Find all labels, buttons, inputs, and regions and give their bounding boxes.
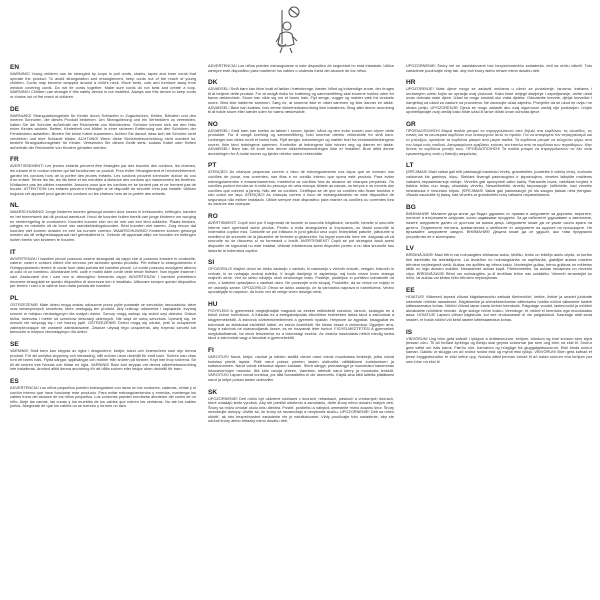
language-code: EN (10, 64, 20, 71)
language-code: HR (406, 79, 416, 87)
warning-section-is (406, 329, 592, 365)
warning-section-si (208, 259, 394, 295)
warning-text: ĮSPĖJIMAS! Maži vaikai gali būti pasmaugti trauktuko virvės, grandinėlės, juostelės ir vidinių virvių, kuriomis valdomas šis gaminys, kilpų. Siekiant išvengti pasmaugimo ir įsipainiojimo, virveles laikykite mažiems vaikams nepasiekiamoje vietoje. Virvelės gali apsivynioti vaiko kaklą. Patraukite lovas, vaikiškas lovytes ir baldus toliau nuo langų užuolaidų virvelių. Nesurišinėkite virvelių tarpusavyje. Įsitikinkite, kad virvelės nesusisuka ir nesudaro kilpos. ĮSPĖJIMAS! Vaikai gali pasismaugti, jei šis saugos įtaisas nėra įrengtas. Visada naudokite šį įtaisą, kad virvelės ar grandinėlės būtų vaikams nepasiekiamos. (406, 169, 592, 198)
warning-section-no (208, 121, 394, 157)
language-code: FI (208, 346, 214, 354)
child-warning-icon (268, 4, 308, 54)
warning-section-fi (208, 347, 394, 383)
warning-text: ADVARSEL! Små barn kan kveles av løkker i snorer, kjeder, bånd og den indre snoren som styrer dette produktet. For å unngå kvelning og sammenfiltring, hold snorene utenfor rekkevidde for små barn. Ledninger kan vikles rundt et barns hals. Flytt senger, barnesenger og møbler bort fra vindusbekledningens snorer. Ikke bind ledningene sammen. Kontroller at ledningene ikke tvinner seg og danner en løkke. ADVARSEL! Barn kan bli kvalt hvis denne sikkerhetsanordningen ikke er installert. Bruk alltid denne anordningen for å holde snorer og kjeder utenfor barns rekkevidde. (208, 127, 394, 156)
warning-section-hr (406, 79, 592, 115)
language-code: PT (208, 162, 217, 170)
warning-text: VAROITUS! Narut, ketjut, nauhat ja näiden sisällä olevat narut voivat muodostaa lenkkejä, jotka voivat kuristaa pieniä lapsia. Pidä narut poissa pienten lasten ulottuvilta välttääksesi kuristumisen ja sotkeutumisen. Narut voivat kietoutua lapsen kaulaan. Siirrä sängyt, pinnasängyt ja huonekalut kauemmas ikkunaverhojen naruista. Älä sido naruja yhteen. Varmista, etteivät narut kierry ja muodosta lenkkiä. VAROITUS! Lapset voivat kuristua, jos tätä turvalaitetta ei ole asennettu. Käytä aina tätä laitetta pitääksesi narut ja ketjut poissa lasten ulottuvilta. (208, 353, 394, 382)
language-code: PL (10, 294, 19, 302)
warning-section-se (10, 341, 196, 372)
language-code: LT (406, 162, 414, 170)
warning-text: HOIATUS! Väikesed lapsed võivad kägistamisohtu sattuda tõmbenööri, ketide, lintide ja seadet juhtivate sisemiste nööride aasadesse. Kägistamise ja sõlmekeerdumise vältimiseks hoidke nöörid väikestele lastele kättesaamatus kohas. Nöörid võivad lapse kaela ümber keerduda. Paigutage voodid, lastevoodid ja mööbel aknakatete nööridest eemale. Ärge siduge nööre kokku. Veenduge, et nöörid ei keerduks ega moodustaks aasa. HOIATUS! Lapsed võivad kägistuda, kui see ohutusseade ei ole paigaldatud. Kasutage alati seda seadet, et hoida nöörid või ketid lastele kättesaamatus kohas. (406, 294, 592, 322)
language-code: DE (10, 105, 20, 113)
warning-section-sk-cont (406, 64, 592, 73)
warning-section-en (10, 64, 196, 100)
warning-text: UPOZORNENIE! Deti môžu byť uškrtené slučkami v šnúrach, retiazkach, páskoch a vnútorných šnúrach, ktoré ovládajú tento výrobok. Aby ste predišli uškrteniu a zamotaniu, držte šnúry mimo dosahu malých detí. Šnúry sa môžu omotať okolo krku dieťaťa. Posteľ, postieľku a nábytok umiestnite mimo dosahu šnúr. Šnúry nezväzujte dokopy. Uistite sa, že šnúry sa nezamotajú a nevytvoria slučku. UPOZORNENIE! Deti sa môžu uškrtiť, ak toto bezpečnostné zariadenie nie je nainštalované. Vždy používajte toto zariadenie, aby ste udržali šnúry alebo retiazky mimo dosahu detí. (208, 395, 394, 424)
warning-section-fr (10, 156, 196, 196)
warning-section-pt (208, 162, 394, 207)
warning-section-ro (208, 213, 394, 253)
warning-text: OSTRZEŻENIE! Małe dzieci mogą zostać uduszone przez pętle powstałe ze sznurków, łańcuszków, taśm oraz wewnętrznych sznurków, które obsługują ten produkt. Aby uniknąć uduszenia i zaplątania, trzymaj sznurki w miejscu niedostępnym dla małych dzieci. Sznury mogą owinąć się wokół szyi dziecka. Odsuń łóżka, łóżeczka i meble od sznurków dekoracji okiennych. Nie wiąż ze sobą sznurków. Upewnij się, że sznurki nie skręcają się i nie tworzą pętli. OSTRZEŻENIE! Dzieci mogą się udusić, jeśli to urządzenie zabezpieczające nie zostanie zainstalowane. Zawsze używaj tego urządzenia, aby trzymać sznurki lub łańcuszki w miejscu niedostępnym dla dzieci. (10, 301, 196, 335)
warning-section-lt (406, 162, 592, 198)
warning-section-bg (406, 204, 592, 240)
warning-section-es (10, 378, 196, 409)
language-code: ES (10, 377, 19, 385)
column-2 (208, 64, 394, 596)
language-code: SK (208, 388, 218, 396)
warning-text: ВНИМАНИЕ! Малките деца могат да бъдат удушени от примки в шнуровете за дърпане, веригите, лентите и вътрешните шнурове, които задвижват продукта. За да избегнете удушаване и заплитане, пазете шнуровете далеч от достъпа на малки деца. Шнуровете може да се увият около врата на детето. Отдалечете леглата, креватчетата и мебелите от шнуровете на щорите на прозорците. Не връзвайте шнуровете заедно. ВНИМАНИЕ! Децата може да се удушат, ако това предпазно устройство не е монтирано. (406, 210, 592, 239)
column-1 (10, 64, 196, 596)
warning-text: UPOZORENJE! Male djece mogu se zadaviti omčama u užetu za povlačenje, lancima, trakama i unutarnjem užetu kojim se upravlja ovaj proizvod. Kako biste izbjegli davljenje i zapetljavanje, držite užad izvan dohvata male djece. Užad se mogu omotati oko vrata djeteta. Odmaknite krevete, dječje krevetiće i namještaj od užadi za zastore na prozorima. Ne zavezujte užad zajedno. Provjerite da se užad ne uvija i ne stvara petlju. UPOZORENJE! Djeca se mogu zadaviti ako ovaj sigurnosni uređaj nije postavljen. Uvijek upotrebljavajte ovaj uređaj kako biste užad ili lance držali izvan dohvata djece. (406, 86, 592, 115)
warning-section-de (10, 106, 196, 151)
warning-section-it (10, 249, 196, 289)
language-code: HU (208, 300, 218, 308)
warning-section-dk (208, 79, 394, 115)
warning-section-hu (208, 301, 394, 341)
warning-text: BRĪDINĀJUMS! Mazi bērni var nožņaugties vilkšanas auklu, ķēdīšu, lenšu un iekšējo auklu cilpās, ar kurām tiek darbināts šis izstrādājums. Lai izvairītos no nožņaugšanās un sapīšanās, glabājiet auklas maziem bērniem nepieejamā vietā. Auklas var aptīties ap bērna kaklu. Novietojiet gultas, bērnu gultiņas un mēbeles tālāk no logu aizkaru auklām. Nesasieniet auklas kopā. Pārliecinieties, ka auklas nesapinas un neveido cilpu. BRĪDINĀJUMS! Bērni var nožņaugties, ja šī drošības ierīce nav uzstādīta. Vienmēr izmantojiet šo ierīci, lai auklas vai ķēdes būtu bērniem nepieejamas. (406, 252, 592, 281)
warning-text: VARNING! Små barn kan strypas av öglor i dragsnören, kedjor, band och innersnören som styr denna produkt. För att undvika strypning och intrassling, håll snören utom räckhåll för små barn. Snören kan viras runt ett barns hals. Flytta sängar, spjälsängar och möbler från snören på fönster. Knyt inte ihop snörena. Se till att snören inte tvinnas och bildar en ögla. VARNING! Barn kan strypas om denna säkerhetsanordning inte installeras. Använd alltid denna anordning för att hålla snören eller kedjor utom räckhåll för barn. (10, 347, 196, 372)
language-code: NL (10, 202, 19, 210)
warning-text: ATENÇÃO! As crianças pequenas correm o risco de estrangulamento nos laços que se formam nos cordões de puxar, nas correntes, nas fitas e no cordão interno que opera este produto. Para evitar estrangulamentos e emaranhamentos, mantenha os cordões fora do alcance de crianças pequenas. Os cordões podem enrolar-se à volta do pescoço de uma criança. Afaste as camas, os berços e os móveis dos cordões que cobrem a janela. Não ate os cordões. Certifique-se de que os cordões não ficam torcidos e não criam um laço. ATENÇÃO! As crianças correm o risco de estrangulamento se este dispositivo de segurança não estiver instalado. Utilize sempre este dispositivo para manter os cordões ou correntes fora do alcance das crianças. (208, 169, 394, 207)
language-code: FR (10, 156, 19, 164)
warning-text: UPOZORNENIE! Šnúry nie sú nainštalované bez bezpečnostného zariadenia, deti sa môžu uškrtiť. Toto zariadenie používajte vždy tak, aby boli šnúry alebo reťaze mimo dosahu detí. (406, 64, 592, 73)
warning-section-ee (406, 287, 592, 323)
warning-section-sk (208, 389, 394, 425)
warning-text: WARNUNG! Strangulationsgefahr für Kinder durch Schlaufen in Zugschnüren, Ketten, Bändern und den inneren Schnüren, die dieses Produkt bedienen. Um Strangulierung und ein Verheddern zu vermeiden, halten Sie die Schnüre außerhalb der Reichweite von Kleinkindern. Schnüre können sich um den Hals eines Kindes wickeln. Betten, Kinderbett und Möbel in einer sicheren Entfernung von den Schnüren der Fensterdeko aufstellen. Binden Sie keine Kabel zusammen. Achten Sie darauf, dass sich die Schnüre nicht verdrehen und eine Schlaufe bilden. ACHTUNG! Wenn diese Sicherheitsvorrichtung nicht montiert ist, besteht Strangulationsgefahr für Kinder. Verwenden Sie dieses Gerät stets, sodass Kabel oder Ketten außerhalb der Reichweite von Kindern gehalten werden. (10, 112, 196, 150)
warning-text: VIÐVÖRUN! Ung börn geta kafnað í lykkjum á dráttarsnúrum, keðjum, böndum og innri snúrum sem stýra þessari vöru. Til að forðast kyrkingu og flækju skal geyma snúrurnar þar sem ung börn ná ekki til. Snúrur geta vafist um háls barns. Færðu rúm, barnarúm og húsgögn frá gluggatjaldssnúrum. Ekki binda snúrur saman. Gakktu úr skugga um að snúrur snúist ekki og myndi ekki lykkju. VIÐVÖRUN! Börn geta kafnað ef þessi öryggisbúnaður er ekki settur upp. Notaðu alltaf þennan búnað til að halda snúrum eða keðjum þar sem börn ná ekki til. (406, 335, 592, 364)
warning-section-nl (10, 202, 196, 242)
language-code: IS (406, 328, 413, 336)
language-code: SI (208, 259, 215, 267)
warning-text: AVERTISMENT! Copiii mici pot fi sugrumați de buclele la șnururile trăgătoare, lanțurile, benzile și șnururile interne care operează acest produs. Pentru a evita strangularea și încurcarea, nu lăsați șnururile la îndemâna copiilor mici. Cablurile se pot înfășura în jurul gâtului unui copil. Îndepărtați paturile, pătuțurile și mobilierul de șnururile de la jaluzelele de ferestre și geamurilor. Nu legați șnururile între ele. Asigurați-vă că șnururile nu se răsucesc și nu formează o buclă. AVERTISMENT! Copiii se pot strangula dacă acest dispozitiv de siguranță nu este instalat. Utilizați întotdeauna acest dispozitiv pentru a nu lăsa șnururile sau lanțurile la îndemâna copiilor. (208, 220, 394, 253)
warning-text: ADVARSEL! Små børn kan blive kvalt af løkker i trækstrenge, kæder, bånd og indvendige snore, der bruges til at betjene dette produkt. For at undgå risiko for kvælning og sammenfiltring skal snorene holdes uden for børns rækkevidde. Snore kan vikle sig om et barns hals. Flyt senge, vugger og møbler væk fra vinduets snore. Bind ikke kablerne sammen. Sørg for, at snorene ikke er viklet sammen og ikke danner en løkke. ADVARSEL! Børn kan kvæles, hvis denne sikkerhedsanordning ikke installeres. Brug altid denne anordning til at holde snore eller kæder uden for børns rækkevidde. (208, 86, 394, 115)
warning-text: ADVERTENCIA! Los niños pequeños pueden estrangularse con lazos en los cordones, cadenas, cintas y el cordón interno que hace funcionar este producto. Para evitar estrangulamientos y enredos, mantenga los cables fuera del alcance de los niños pequeños. Los cordones pueden enrollarse alrededor del cuello de un niño. Aleje las camas, las cunas y los muebles de los cables que cubren las ventanas. No ate los cables juntos. Asegúrate de que los cables no se tuercen y formen un lazo. (10, 384, 196, 409)
warning-text: ΠΡΟΕΙΔΟΠΟΙΗΣΗ! Μικρά παιδιά μπορεί να στραγγαλιστούν από θηλιές στα κορδόνια, τις αλυσίδες, τις ταινίες και τα εσωτερικά κορδόνια που λειτουργούν αυτό το προϊόν. Για να αποφύγετε τον στραγγαλισμό και το μπλέξιμο, κρατήστε τα κορδόνια μακριά από μικρά παιδιά. Τα κορδόνια μπορεί να τυλιχτούν γύρω από τον λαιμό ενός παιδιού. Απομακρύνετε κρεβάτια, κούνιες και έπιπλα από τα κορδόνια των παραθύρων. Μην δένετε τα κορδόνια μεταξύ τους. ΠΡΟΕΙΔΟΠΟΙΗΣΗ! Τα παιδιά μπορεί να στραγγαλιστούν αν δεν είναι εγκατεστημένη αυτή η διάταξη ασφαλείας. (406, 127, 592, 156)
language-code: SE (10, 340, 19, 348)
warning-text: AVVERTENZA! I bambini piccoli possono essere strangolati da cappi che si possono formare in cordicelle, catene, nastri e cordoni interni che servono per azionare questo prodotto. Per evitare lo strangolamento e l'intrappolamento tenere le corde fuori dalla portata dei bambini piccoli. Le corde possono avvolgersi attorno al collo di un bambino. Allontanare letti, culle e mobili dalle corde delle tende finestre. Non legare insieme i cavi. Assicurarsi che i cavi non si attorciglino formando cappi. AVVERTENZA! I bambini potrebbero rimanere strangolati se questo dispositivo di sicurezza non è installato. Utilizzare sempre questo dispositivo per tenere i cavi o le catene fuori dalla portata dei bambini. (10, 255, 196, 289)
language-code: DK (208, 79, 218, 87)
column-3 (406, 64, 592, 596)
warning-text: FIGYELEM! A gyermekek megfojthatják magukat az ezeket működtető zsinórok, láncok, szalagok és a belső zsinór hurkokban. A fulladás és a belegabalyodás elkerülése érdekében tartsa távol a zsinórokat a kisgyermekektől. A zsinórok körbetekeredhetnek a gyermek nyakán. Helyezze az ágyakat, kiságyakat és bútorokat az ablakokat elsötétítő kábel- és zsinór közeléből. Ne kösse össze a zsinórokat. Ügyeljen arra, hogy a zsinórok ne csavarodjanak össze, és ne hozzanak létre hurkot. FIGYELMEZTETÉS! A gyermekek megfulladhatnak, ha nincs felszerelve ez a biztonsági eszköz. Az eszköz használata nélkül mindig tartsa távol a zsinórokat vagy a láncokat a gyermekektől. (208, 307, 394, 341)
warning-section-lv (406, 245, 592, 281)
warning-text: WARNING! Young children can be strangled by loops in pull cords, chains, tapes and inner cords that operate the product. To avoid strangulation and entanglement, keep cords out of the reach of young children. Cords may become wrapped around a child's neck. Move beds, cots and furniture away from window covering cords. Do not tie cords together. Make sure cords do not twist and create a loop. WARNING! Children can strangle if this safety device is not installed. Always use this device to keep cords or chains out of the reach of children. (10, 71, 196, 99)
warning-text: OPOZORILO! Majhni otroci se lahko zadavijo v zankah, ki nastanejo v vlečnih vrvicah, verigah, trakovih in vrvicah, ki se nahajajo znotraj izdelka. V izogib davljenju in zapletanju, naj bodo vrvice izven dosega majhnih otrok. Vrvi se lahko navijejo okoli otrokovega vratu. Postelje, posteljice in pohištvo odmaknite od vrvic, s katerimi upravljamo z zastirali oken. Ne povezujte vrvic skupaj. Poskrbite, da se vrvice ne zvijejo in ne ustvarijo zanke. OPOZORILO! Otroci se lahko zadavijo, če ta varnostna naprava ni nameščena. Vedno uporabljajte to napravo, da bodo vrvi ali verige izven dosega otrok. (208, 266, 394, 295)
warning-text: ADVERTENCIA! Los niños pueden estrangularse si este dispositivo de seguridad no está instalado. Utilice siempre este dispositivo para mantener los cables o cadenas fuera del alcance de los niños. (208, 64, 394, 73)
language-code: BG (406, 203, 416, 211)
warning-text: AVERTISSEMENT! Les jeunes enfants peuvent être étranglés par des boucles des cordons, les chaînes, les rubans et le cordon interne qui fait fonctionner ce produit. Pour éviter l'étranglement et l'enchevêtrement, gardez les cordons hors de la portée des jeunes enfants. Les cordons peuvent s'enrouler autour du cou d'un enfant. Tenez les lits, les lits bébé et les meubles à distance des cordons qui manœuvrent les fenêtres. N'attachez pas les câbles ensemble. Assurez-vous que les cordons ne se tordent pas et ne forment pas de boucle. ATTENTION! Les enfants peuvent s'étrangler si ce dispositif de sécurité n'est pas installé. Utilisez toujours cet appareil pour garder les cordons ou les chaînes hors de la portée des enfants. (10, 163, 196, 196)
warning-text: WAARSCHUWING! Jonge kinderen kunnen gewurgd worden door lussen in trekkoorden, kettingen, banden en het binnenwerk dat dit product aanstuurt. Houd de koorden buiten bereik van jonge kinderen om wurging en verstrengeling te voorkomen. Koorden kunnen zich om de nek van een kind wikkelen. Plaats bedden, wiegjes en meubels uit de buurt van raambekledingskoorden. Bind koorden niet samen. Zorg ervoor dat koorden niet kunnen draaien en een lus kunnen vormen. WAARSCHUWING! Kinderen kunnen gewurgd worden als dit veiligheidsapparaat niet geïnstalleerd is. Gebruik dit apparaat altijd om koorden en kettingen buiten bereik van kinderen te houden. (10, 209, 196, 243)
language-code: IT (10, 248, 16, 256)
warning-section-gr (406, 121, 592, 157)
language-code: EE (406, 287, 415, 294)
language-code: NO (208, 120, 218, 128)
warning-section-pl (10, 295, 196, 335)
language-code: RO (208, 213, 218, 221)
language-code: GR (406, 120, 416, 128)
warning-section-es-cont (208, 64, 394, 73)
language-code: LV (406, 245, 414, 253)
